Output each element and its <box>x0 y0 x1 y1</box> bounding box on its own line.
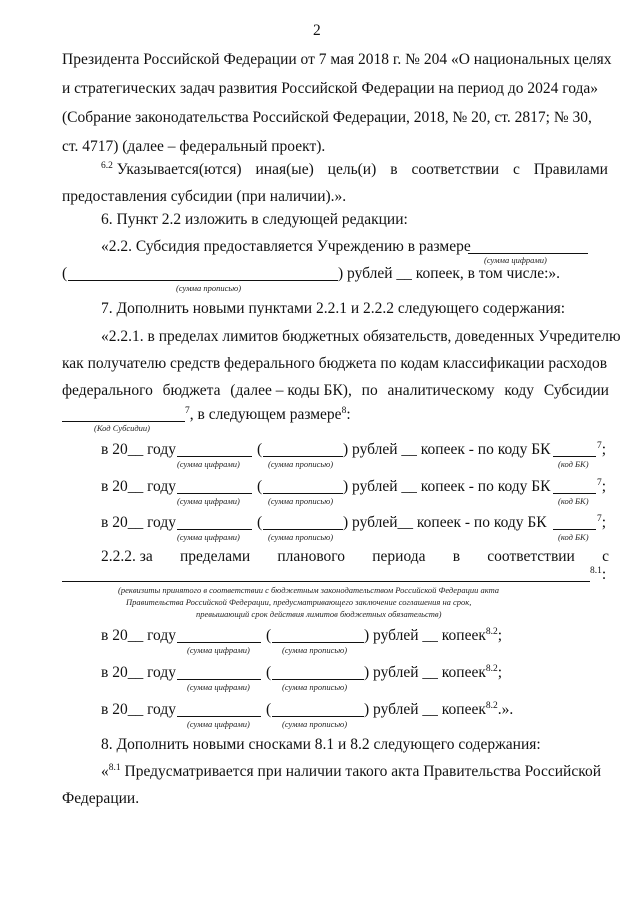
caption-amount-digits: (сумма цифрами) <box>187 719 250 729</box>
amount-words-blank[interactable] <box>68 280 338 281</box>
footnote-6-2-line-2: предоставления субсидии (при наличии).». <box>62 188 347 205</box>
text: ; <box>601 478 607 495</box>
year-label: в 20__ году <box>101 664 176 681</box>
caption-amount-words: (сумма прописью) <box>268 496 334 506</box>
footnote-mark: 8 <box>341 405 347 416</box>
caption-act-line-2: Правительства Российской Федерации, предусматривающего заключение соглашения на срок, <box>126 597 472 607</box>
item-8-heading: 8. Дополнить новыми сносками 8.1 и 8.2 следующего содержания: <box>101 736 541 753</box>
word: в <box>452 548 461 565</box>
footnote-mark: 7 <box>597 440 602 451</box>
word: по <box>361 382 378 399</box>
caption-amount-digits: (сумма цифрами) <box>484 255 547 265</box>
caption-amount-digits: (сумма цифрами) <box>177 459 240 469</box>
year-label: в 20__ году <box>101 514 176 531</box>
text: : <box>346 406 351 423</box>
amount-digits-blank[interactable] <box>177 716 261 717</box>
intro-line-2: и стратегических задач развития Российской Федерации на период до 2024 года» <box>62 80 599 97</box>
row-text: ) рублей __ копеек <box>364 701 486 718</box>
word: коду <box>504 382 535 399</box>
word: Правилами <box>533 161 608 178</box>
amount-digits-blank[interactable] <box>177 493 252 494</box>
amount-words-blank[interactable] <box>272 716 364 717</box>
item-7-line-2: как получателю средств федерального бюджета по кодам классификации расходов <box>62 355 608 372</box>
footnote-mark: 6.2 <box>101 160 113 171</box>
footnote-6-2-line-1 <box>101 161 608 179</box>
document-page: 2 Президента Российской Федерации от 7 мая 2018 г. № 204 «О национальных целях и стратегических задач развития Российской Федерации на период до 2024 года» (Собрание законодательства Российской Федерации, 2018, № 20, ст. 2817; № 30, ст. 4717) (далее – федеральный проект). $^{6.2}$ Указывается(ются) иная(ые) цель(и) в соответствии с Правилами предоставления субсидии (при наличии).». 6. Пункт 2.2 изложить в следующей редакции: «2.2. Субсидия предоставляется Учреждению в размере (сумма цифрами) ( ) рублей __ копеек, в том числе:». (сумма прописью) 7. Дополнить новыми пунктами 2.2.1 и 2.2.2 следующего содержания: «2.2.1. в пределах лимитов бюджетных обязательств, доведенных Учредителю как получателю средств федерального бюджета по кодам классификации расходов федерального бюджета (далее – коды БК), по аналитическому коду Субсидии $^7$, в следующем размере$^8$: (Код Субсидии) в 20__ году ( ) рублей __ копеек - по коду БК $^7$; (сумма цифрами) (сумма прописью) (код БК) в 20__ году ( ) рублей __ копеек - по коду БК $^7$; (сумма цифрами) (сумма прописью) (код БК) в 20__ году ( ) рублей__ копеек - по коду БК $^7$; (сумма цифрами) (сумма прописью) (код БК) 2.2.2. за пределами планового периода в соответствии с $^{8.1}$: (реквизиты принятого в соответствии с бюджетным законодательством Российской Федерации акта Правительства Российской Федерации, предусматривающего заключение соглашения на срок, превышающий срок действия лимитов бюджетных обязательств) в 20__ году ( ) рублей __ копеек$^{8.2}$; (сумма цифрами) (сумма прописью) в 20__ году ( ) рублей __ копеек$^{8.2}$; (сумма цифрами) (сумма прописью) в 20__ году ( ) рублей __ копеек$^{8.2}$.». (сумма цифрами) (сумма прописью) 8. Дополнить новыми сносками 8.1 и 8.2 следующего содержания: «$^{8.1}$ Предусматривается при наличии такого акта Правительства Российской Федерации. <box>62 22 621 807</box>
footnote-mark: 8.1 <box>590 565 602 576</box>
text: ; <box>497 627 503 644</box>
footnote-mark: 8.2 <box>485 626 498 637</box>
amount-words-blank[interactable] <box>263 456 343 457</box>
word: в <box>390 161 398 178</box>
caption-amount-digits: (сумма цифрами) <box>187 682 250 692</box>
text: ; <box>497 664 503 681</box>
caption-amount-digits: (сумма цифрами) <box>177 532 240 542</box>
intro-line-1: Президента Российской Федерации от 7 мая 2018 г. № 204 «О национальных целях <box>62 51 612 68</box>
caption-amount-digits: (сумма цифрами) <box>187 645 250 655</box>
word: аналитическому <box>387 382 495 399</box>
word: Субсидии <box>543 382 609 399</box>
word: соответствии <box>411 161 500 178</box>
amount-words-blank[interactable] <box>263 493 343 494</box>
bk-code-blank[interactable] <box>553 456 596 457</box>
row-text: ) рублей __ копеек <box>364 627 486 644</box>
footnote-mark: 7 <box>597 513 602 524</box>
bk-code-blank[interactable] <box>553 529 596 530</box>
word: соответствии <box>487 548 575 565</box>
amount-words-blank[interactable] <box>272 679 364 680</box>
word: с <box>602 548 609 565</box>
caption-act-line-1: (реквизиты принятого в соответствии с бюджетным законодательством Российской Федерации акта <box>118 585 500 595</box>
year-label: в 20__ году <box>101 627 176 644</box>
caption-amount-digits: (сумма цифрами) <box>177 496 240 506</box>
text: : <box>601 566 607 583</box>
footnote-mark: 8.1 <box>108 762 121 773</box>
amount-words-blank[interactable] <box>272 642 364 643</box>
word: федерального <box>62 382 153 399</box>
amount-digits-blank[interactable] <box>177 456 252 457</box>
text: « <box>101 763 109 780</box>
item-7-line-3 <box>62 382 609 400</box>
amount-digits-blank[interactable] <box>177 679 261 680</box>
item-6-heading: 6. Пункт 2.2 изложить в следующей редакции: <box>101 211 408 228</box>
text: Предусматривается при наличии такого акта Правительства Российской <box>120 763 602 780</box>
word: бюджета <box>162 382 221 399</box>
word: с <box>512 161 520 178</box>
caption-amount-words: (сумма прописью) <box>282 682 348 692</box>
item-7-line-1: «2.2.1. в пределах лимитов бюджетных обязательств, доведенных Учредителю <box>101 328 621 345</box>
year-label: в 20__ году <box>101 441 176 458</box>
text: ; <box>601 441 607 458</box>
amount-words-blank[interactable] <box>263 529 343 530</box>
item-7-line-4 <box>185 406 351 424</box>
act-requisites-blank[interactable] <box>62 581 590 582</box>
caption-amount-words: (сумма прописью) <box>268 459 334 469</box>
caption-bk-code: (код БК) <box>558 459 589 469</box>
word: цель(и) <box>327 161 377 178</box>
caption-amount-words: (сумма прописью) <box>268 532 334 542</box>
amount-digits-blank[interactable] <box>177 642 261 643</box>
text: .». <box>497 701 514 718</box>
intro-line-4: ст. 4717) (далее – федеральный проект). <box>62 138 326 155</box>
row-text: ) рублей __ копеек <box>364 664 486 681</box>
row-text: ) рублей __ копеек - по коду БК <box>343 441 551 458</box>
subsidy-code-blank[interactable] <box>62 421 185 422</box>
year-label: в 20__ году <box>101 701 176 718</box>
caption-bk-code: (код БК) <box>558 532 589 542</box>
item-7-heading: 7. Дополнить новыми пунктами 2.2.1 и 2.2.2 следующего содержания: <box>101 300 566 317</box>
caption-amount-words: (сумма прописью) <box>282 719 348 729</box>
page-number: 2 <box>313 22 321 39</box>
footnote-mark: 7 <box>597 477 602 488</box>
word: (далее – коды БК), <box>230 382 352 399</box>
footnote-mark: 8.2 <box>485 700 498 711</box>
footnote-mark: 8.2 <box>485 663 498 674</box>
footnote-mark: 7 <box>185 405 190 416</box>
item-2-2-2-line <box>101 548 609 566</box>
row-text: ) рублей__ копеек - по коду БК <box>343 514 547 531</box>
row-text: ) рублей __ копеек - по коду БК <box>343 478 551 495</box>
item-8-line-2: Федерации. <box>62 790 140 807</box>
item-8-line-1 <box>101 763 601 781</box>
year-label: в 20__ году <box>101 478 176 495</box>
bk-code-blank[interactable] <box>553 493 596 494</box>
caption-amount-words: (сумма прописью) <box>176 283 242 293</box>
caption-bk-code: (код БК) <box>558 496 589 506</box>
word: планового <box>277 548 346 565</box>
word: 2.2.2. за <box>101 548 153 565</box>
item-6-open-paren: ( <box>62 265 68 282</box>
word: иная(ые) <box>255 161 314 178</box>
item-6-line-2: ) рублей __ копеек, в том числе:». <box>338 265 561 282</box>
caption-act-line-3: превышающий срок действия лимитов бюджетных обязательств) <box>196 609 442 619</box>
text: ; <box>601 514 607 531</box>
amount-digits-blank[interactable] <box>468 253 588 254</box>
caption-amount-words: (сумма прописью) <box>282 645 348 655</box>
word: Указывается(ются) <box>116 161 242 178</box>
word: пределами <box>179 548 251 565</box>
amount-digits-blank[interactable] <box>177 529 252 530</box>
caption-subsidy-code: (Код Субсидии) <box>94 423 150 433</box>
intro-line-3: (Собрание законодательства Российской Федерации, 2018, № 20, ст. 2817; № 30, <box>62 109 592 126</box>
item-6-line-1: «2.2. Субсидия предоставляется Учреждению в размере <box>101 238 471 255</box>
text: , в следующем размере <box>189 406 342 423</box>
word: периода <box>372 548 426 565</box>
